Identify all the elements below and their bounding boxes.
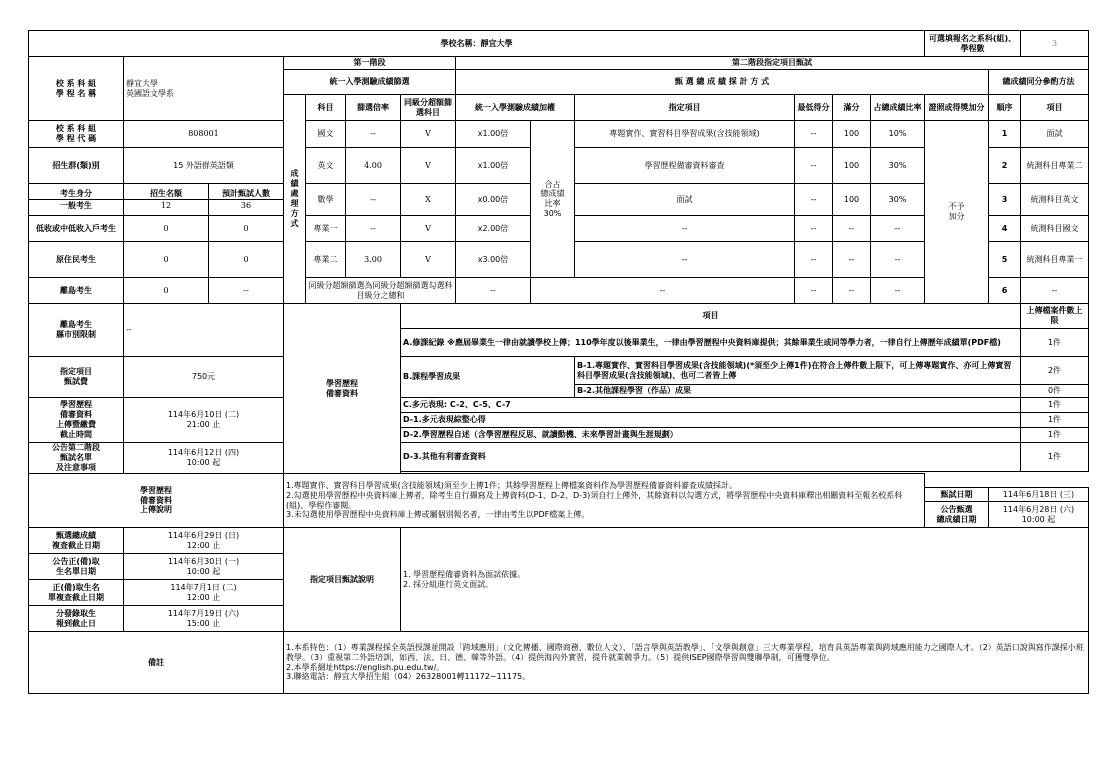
weight-cell: x1.00倍 (456, 121, 531, 148)
min-cell: -- (795, 278, 833, 304)
group-cell: V (401, 216, 456, 242)
pct-cell: 30% (871, 184, 925, 216)
identity-cell: 考生身分 一般考生 (29, 184, 124, 216)
quota-cell: 招生名額 12 (124, 184, 209, 216)
tie-break-label: 總成績同分參酌方法 (989, 70, 1089, 95)
ratio-cell: 3.00 (346, 242, 401, 278)
group-value: 15 外語群英語類 (124, 148, 284, 184)
identity-cell: 低收或中低收入戶考生 (29, 216, 124, 242)
schedule-label: 甄選總成績 複查截止日期 (29, 528, 124, 554)
order-cell: 3 (989, 184, 1021, 216)
col-group-subject: 同級分超額篩選科目 (401, 95, 456, 121)
ratio-cell: -- (346, 184, 401, 216)
upload-label: 學習歷程 備審資料 上傳說明 (29, 474, 284, 528)
weight-cell: -- (456, 278, 531, 304)
schedule-label: 公告甄選 總成績日期 (925, 502, 989, 528)
item-cell: -- (575, 216, 795, 242)
group-label: 招生群(類)別 (29, 148, 124, 184)
schedule-label: 分發錄取生 報到截止日 (29, 606, 124, 632)
group-cell: V (401, 148, 456, 184)
identity-cell: 離島考生 (29, 278, 124, 304)
pct-cell: -- (871, 278, 925, 304)
pct-cell: 30% (871, 148, 925, 184)
full-cell: -- (833, 216, 871, 242)
bonus-value: 不予 加分 (925, 121, 989, 304)
fee-label: 指定項目 甄試費 (29, 357, 124, 398)
schedule-label: 甄試日期 (925, 488, 989, 502)
col-item: 指定項目 (575, 95, 795, 121)
subject-cell: 數學 (306, 184, 346, 216)
portfolio-item-d2: D-2.學習歷程自述（含學習歷程反思、就讀動機、未來學習計畫與生涯規劃） (401, 428, 1021, 443)
schedule-value: 114年6月18日 (三) (989, 488, 1089, 502)
col-min: 最低得分 (795, 95, 833, 121)
portfolio-limit: 1件 (1021, 443, 1089, 472)
col-bonus: 證照或得獎加分 (925, 95, 989, 121)
school-name: 學校名稱：靜宜大學 (29, 31, 925, 57)
portfolio-label: 學習歷程 備審資料 (284, 304, 401, 474)
min-cell: -- (795, 242, 833, 278)
col-full: 滿分 (833, 95, 871, 121)
min-cell: -- (795, 216, 833, 242)
screen-cell: 預計甄試人數 36 (209, 184, 284, 216)
order-cell: 1 (989, 121, 1021, 148)
weight-cell: x0.00倍 (456, 184, 531, 216)
portfolio-item-b: B.課程學習成果 (401, 357, 575, 398)
item-cell: 面試 (575, 184, 795, 216)
ratio-cell: -- (346, 216, 401, 242)
portfolio-item-b1: B-1.專題實作、實習科目學習成果(含技能領域)(*須至少上傳1件)在符合上傳件數上限下，可上傳專題實作、亦可上傳實習科目學習成果(含技能領域)、也可二者皆上傳 (575, 357, 1021, 385)
dept-name-label: 校 系 科 組 學 程 名 稱 (29, 57, 124, 121)
dept-code-value: 808001 (124, 121, 284, 148)
tie-cell: 統測科目專業一 (1021, 242, 1089, 278)
schedule-value: 114年6月30日 (一) 10:00 起 (124, 554, 284, 580)
quota-cell: 0 (124, 242, 209, 278)
subject-cell: 英文 (306, 148, 346, 184)
score-method-label: 成 績 處 理 方 式 (284, 95, 306, 304)
schedule-value: 114年6月12日 (四) 10:00 起 (124, 443, 284, 474)
full-cell: 100 (833, 121, 871, 148)
col-ratio: 篩選倍率 (346, 95, 401, 121)
item-cell: -- (531, 278, 795, 304)
schedule-value: 114年7月1日 (二) 12:00 止 (124, 580, 284, 606)
schedule-label: 正(備)取生名 單複查截止日期 (29, 580, 124, 606)
schedule-label: 學習歷程 備審資料 上傳暨繳費 截止時間 (29, 398, 124, 443)
subject-cell: 專業二 (306, 242, 346, 278)
portfolio-limit: 1件 (1021, 428, 1089, 443)
dept-code-label: 校 系 科 組 學 程 代 碼 (29, 121, 124, 148)
list-item (29, 357, 1089, 385)
exam-text: 1. 學習歷程備審資料為面試依據。 2. 採分組進行英文面試。 (401, 528, 1089, 632)
list-item (29, 443, 1089, 472)
dept-name-value: 靜宜大學 英國語文學系 (124, 57, 284, 121)
pct-cell: -- (871, 242, 925, 278)
order-cell: 4 (989, 216, 1021, 242)
quota-cell: 0 (124, 278, 209, 304)
table-row (29, 121, 1089, 148)
weight-cell: x2.00倍 (456, 216, 531, 242)
screen-cell: 0 (209, 216, 284, 242)
portfolio-item-a: A.修課紀錄 ※應屆畢業生一律由就讀學校上傳；110學年度以後畢業生，一律由學習歷程中央資料庫提供；其餘畢業生或同等學力者，一律自行上傳歷年成績單(PDF檔) (401, 329, 1021, 357)
admission-table-page (28, 30, 1088, 694)
max-choices-value: 3 (1021, 31, 1089, 57)
list-item (29, 398, 1089, 413)
portfolio-limit: 1件 (1021, 329, 1089, 357)
screen-cell: -- (209, 278, 284, 304)
island-limit-value: -- (124, 304, 284, 357)
combined-ratio: 合占 總成績 比率 30% (531, 121, 575, 278)
portfolio-col-item: 項目 (401, 304, 1021, 329)
subject-cell: 國文 (306, 121, 346, 148)
weight-cell: x1.00倍 (456, 148, 531, 184)
stage1-subtitle: 統一入學測驗成績篩選 (284, 70, 456, 95)
group-cell: V (401, 242, 456, 278)
screen-cell: 0 (209, 242, 284, 278)
portfolio-limit: 1件 (1021, 398, 1089, 413)
portfolio-col-limit: 上傳檔案件數上限 (1021, 304, 1089, 329)
group-cell: V (401, 121, 456, 148)
portfolio-limit: 2件 (1021, 357, 1089, 385)
tie-cell: -- (1021, 278, 1089, 304)
ratio-cell: 4.00 (346, 148, 401, 184)
exam-label: 指定項目甄試說明 (284, 528, 401, 632)
full-cell: 100 (833, 148, 871, 184)
admission-table (28, 30, 1089, 694)
order-cell: 6 (989, 278, 1021, 304)
fee-value: 750元 (124, 357, 284, 398)
portfolio-limit: 0件 (1021, 385, 1089, 398)
stage1-title: 第一階段 (284, 57, 456, 70)
portfolio-item-c: C.多元表現: C-2、C-5、C-7 (401, 398, 1021, 413)
min-cell: -- (795, 184, 833, 216)
pct-cell: 10% (871, 121, 925, 148)
stage1-footnote: 同級分超額篩選為同級分超額篩選勾選科目級分之總和 (306, 278, 456, 304)
schedule-value: 114年6月10日 (二) 21:00 止 (124, 398, 284, 443)
item-cell: 專題實作、實習科目學習成果(含技能領域) (575, 121, 795, 148)
min-cell: -- (795, 148, 833, 184)
upload-text: 1.專題實作、實習科目學習成果(含技能領域)須至少上傳1件；其餘學習歷程上傳檔案資料作為學習歷程備審資料審查成績採計。 2.勾選使用學習歷程中央資料庫上傳者，除考生自行擷寫及上傳資料(D-1、D-2、D-3)須自行上傳外，其餘資料以勾選方式，將學習歷程中央資料庫釋出相關資料至報名校系科(組)、學程作審閱。 3.未勾選使用學習歷程中央資料庫上傳或屬個別報名者，一律由考生以PDF檔案上傳。 (284, 474, 925, 528)
order-cell: 2 (989, 148, 1021, 184)
full-cell: -- (833, 278, 871, 304)
subject-cell: 專業一 (306, 216, 346, 242)
tie-cell: 統測科目專業二 (1021, 148, 1089, 184)
tie-cell: 面試 (1021, 121, 1089, 148)
col-tie-item: 項目 (1021, 95, 1089, 121)
schedule-label: 公告正(備)取 生名單日期 (29, 554, 124, 580)
schedule-value: 114年6月29日 (日) 12:00 止 (124, 528, 284, 554)
weight-cell: x3.00倍 (456, 242, 531, 278)
min-cell: -- (795, 121, 833, 148)
col-pct: 占總成績比率 (871, 95, 925, 121)
portfolio-item-d3: D-3.其他有利審查資料 (401, 443, 1021, 472)
col-subject: 科目 (306, 95, 346, 121)
full-cell: 100 (833, 184, 871, 216)
col-order: 順序 (989, 95, 1021, 121)
stage2-subtitle: 甄 選 總 成 績 採 計 方 式 (456, 70, 989, 95)
pct-cell: -- (871, 216, 925, 242)
schedule-value: 114年6月28日 (六) 10:00 起 (989, 502, 1089, 528)
ratio-cell: -- (346, 121, 401, 148)
identity-cell: 原住民考生 (29, 242, 124, 278)
stage2-title: 第二階段指定項目甄試 (456, 57, 1089, 70)
item-cell: -- (575, 242, 795, 278)
island-limit-label: 離島考生 縣市別限制 (29, 304, 124, 357)
tie-cell: 統測科目國文 (1021, 216, 1089, 242)
item-cell: 學習歷程備審資料審查 (575, 148, 795, 184)
schedule-label: 公告第二階段 甄試名單 及注意事項 (29, 443, 124, 474)
notes-label: 備註 (29, 632, 284, 694)
quota-cell: 0 (124, 216, 209, 242)
max-choices-label: 可選填報名之系科(組)、學程數 (925, 31, 1021, 57)
tie-cell: 統測科目英文 (1021, 184, 1089, 216)
portfolio-item-b2: B-2.其他課程學習（作品）成果 (575, 385, 1021, 398)
col-weight: 統一入學測驗成績加權 (456, 95, 575, 121)
notes-text: 1.本系特色：（1）專業課程採全英語授課並開設「跨域應用」（文化傳播、國際商務、數位人文）、「語言學與英語教學」、「文學與創意」三大專業學程，培育具英語專業與跨域應用能力之國際人才。（2）英語口說與寫作課採小班教學。（3）重視第二外語培訓，如西、法、日、德、韓等外語。（4）提供海內外實習，提升就業競爭力。（5）提供ISEP國際學習與雙聯學制，可獲雙學位。 2.本學系網址https://english.pu.edu.tw/。 3.聯絡電話：靜宜大學招生組（04）26328001轉11172~11175。 (284, 632, 1089, 694)
schedule-value: 114年7月19日 (六) 15:00 止 (124, 606, 284, 632)
portfolio-item-d1: D-1.多元表現綜整心得 (401, 413, 1021, 428)
portfolio-limit: 1件 (1021, 413, 1089, 428)
order-cell: 5 (989, 242, 1021, 278)
full-cell: -- (833, 242, 871, 278)
group-cell: X (401, 184, 456, 216)
